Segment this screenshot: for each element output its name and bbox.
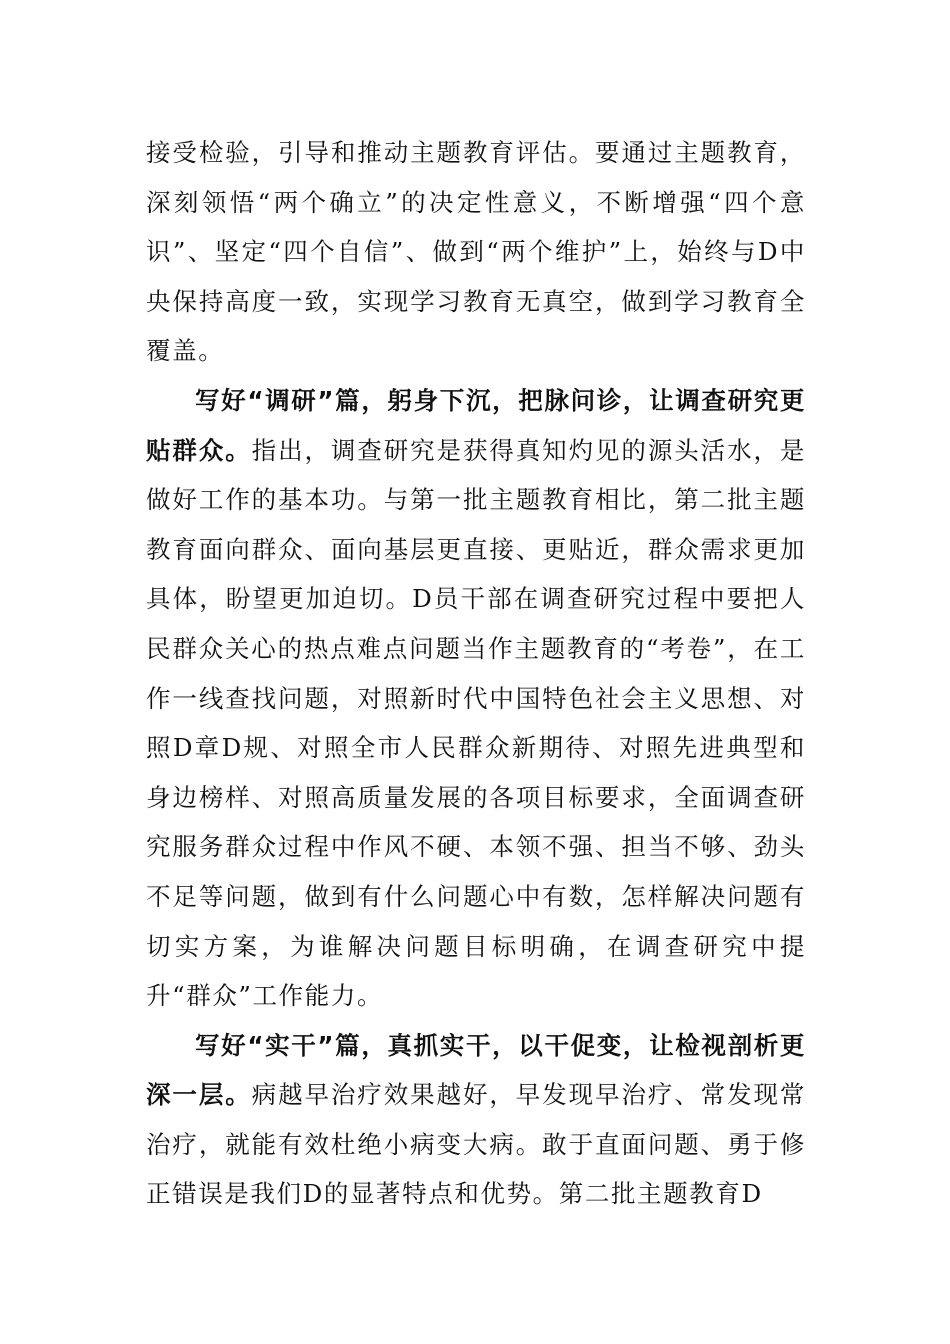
document-body (146, 128, 806, 1219)
paragraph-2 (146, 376, 806, 1021)
paragraph-2-bold-lead: 写好“调研”篇，躬身下沉，把脉问诊，让调查研究更贴群众。 (146, 385, 806, 465)
paragraph-1-text: 接受检验，引导和推动主题教育评估。要通过主题教育，深刻领悟“两个确立”的决定性意义，不断增强“四个意识”、坚定“四个自信”、做到“两个维护”上，始终与D中央保持高度一致，实现学习教育无真空，做到学习教育全覆盖。 (146, 138, 806, 366)
paragraph-3-text: 病越早治疗效果越好，早发现早治疗、常发现常治疗，就能有效杜绝小病变大病。敢于直面问题、勇于修正错误是我们D的显著特点和优势。第二批主题教育D (146, 1080, 806, 1209)
paragraph-3 (146, 1021, 806, 1219)
paragraph-3-bold-lead: 写好“实干”篇，真抓实干，以干促变，让检视剖析更深一层。 (146, 1030, 806, 1110)
paragraph-1 (146, 128, 806, 376)
paragraph-2-text: 指出，调查研究是获得真知灼见的源头活水，是做好工作的基本功。与第一批主题教育相比，第二批主题教育面向群众、面向基层更直接、更贴近，群众需求更加具体，盼望更加迫切。D员干部在调查研究过程中要把人民群众关心的热点难点问题当作主题教育的“考卷”，在工作一线查找问题，对照新时代中国特色社会主义思想、对照D章D规、对照全市人民群众新期待、对照先进典型和身边榜样、对照高质量发展的各项目标要求，全面调查研究服务群众过程中作风不硬、本领不强、担当不够、劲头不足等问题，做到有什么问题心中有数，怎样解决问题有切实方案，为谁解决问题目标明确，在调查研究中提升“群众”工作能力。 (146, 435, 806, 1011)
